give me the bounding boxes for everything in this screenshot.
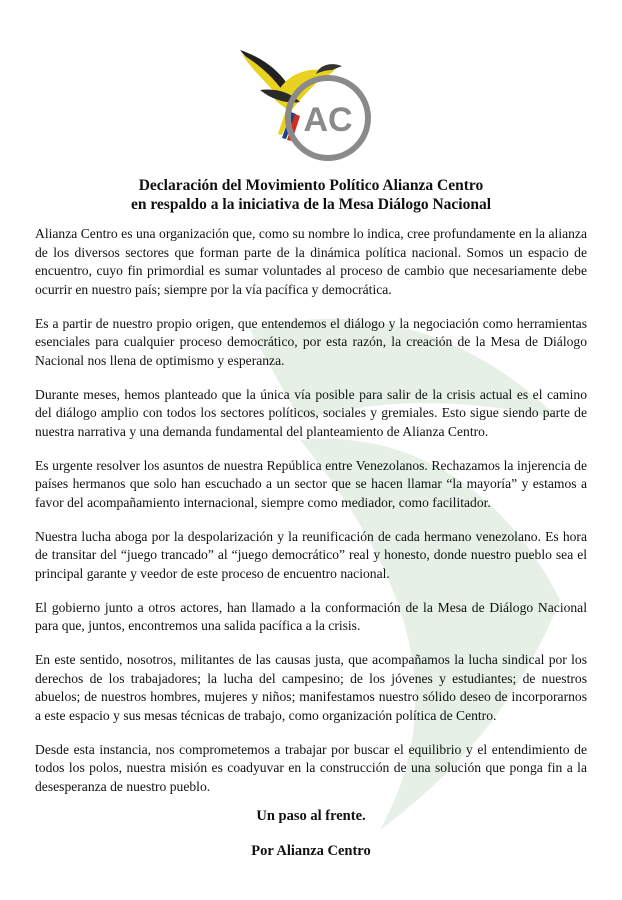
paragraph: Alianza Centro es una organización que, como su nombre lo indica, cree profundamente en la alianza de los diversos sectores que forman parte de la dinámica política nacional. Somos un espacio de encuentro, cuyo fin primordial es sumar voluntades al proceso de cambio que necesariamente debe ocurrir en nuestro país; siempre por la vía pacífica y democrática. <box>35 226 587 297</box>
alianza-centro-logo <box>220 30 400 170</box>
paragraph: Nuestra lucha aboga por la despolarización y la reunificación de cada hermano venezolano. Es hora de transitar del “juego trancado” al “juego democrático” real y honesto, donde nuestro pueblo sea el principal garante y veedor de este proceso de encuentro nacional. <box>35 528 587 581</box>
logo-initials: AC <box>303 101 353 139</box>
title-line-2: en respaldo a la iniciativa de la Mesa Diálogo Nacional <box>130 196 492 213</box>
paragraph: Desde esta instancia, nos comprometemos a trabajar por buscar el equilibrio y el entendimiento de todos los polos, nuestra misión es coadyuvar en la construcción de una solución que ponga fin a la desesperanza de nuestro pueblo. <box>35 741 587 794</box>
paragraph: El gobierno junto a otros actores, han llamado a la conformación de la Mesa de Diálogo Nacional para que, juntos, encontremos una salida pacífica a la crisis. <box>35 599 587 633</box>
document-body <box>35 225 587 812</box>
paragraph: Es a partir de nuestro propio origen, que entendemos el diálogo y la negociación como herramientas esenciales para cualquier proceso democrático, por esta razón, la creación de la Mesa de Diálogo Nacional nos llena de optimismo y esperanza. <box>35 315 587 368</box>
paragraph: Es urgente resolver los asuntos de nuestra República entre Venezolanos. Rechazamos la injerencia de países hermanos que solo han escuchado a un sector que se hacen llamar “la mayoría” y estamos a favor del acompañamiento internacional, siempre como mediador, como facilitador. <box>35 457 587 510</box>
paragraph: En este sentido, nosotros, militantes de las causas justa, que acompañamos la lucha sindical por los derechos de los trabajadores; la lucha del campesino; de los jóvenes y estudiantes; de nuestros abuelos; de nuestros hombres, mujeres y niños; manifestamos nuestro sólido deseo de incorporarnos a este espacio y sus mesas técnicas de trabajo, como organización política de Centro. <box>35 652 587 723</box>
closing-signature: Por Alianza Centro <box>251 843 371 859</box>
title-line-1: Declaración del Movimiento Político Alianza Centro <box>138 177 484 194</box>
closing-slogan: Un paso al frente. <box>256 808 366 824</box>
document-title <box>40 176 582 214</box>
paragraph: Durante meses, hemos planteado que la única vía posible para salir de la crisis actual es el camino del diálogo amplio con todos los sectores políticos, sociales y gremiales. Esto sigue siendo parte de nuestra narrativa y una demanda fundamental del planteamiento de Alianza Centro. <box>35 386 587 439</box>
